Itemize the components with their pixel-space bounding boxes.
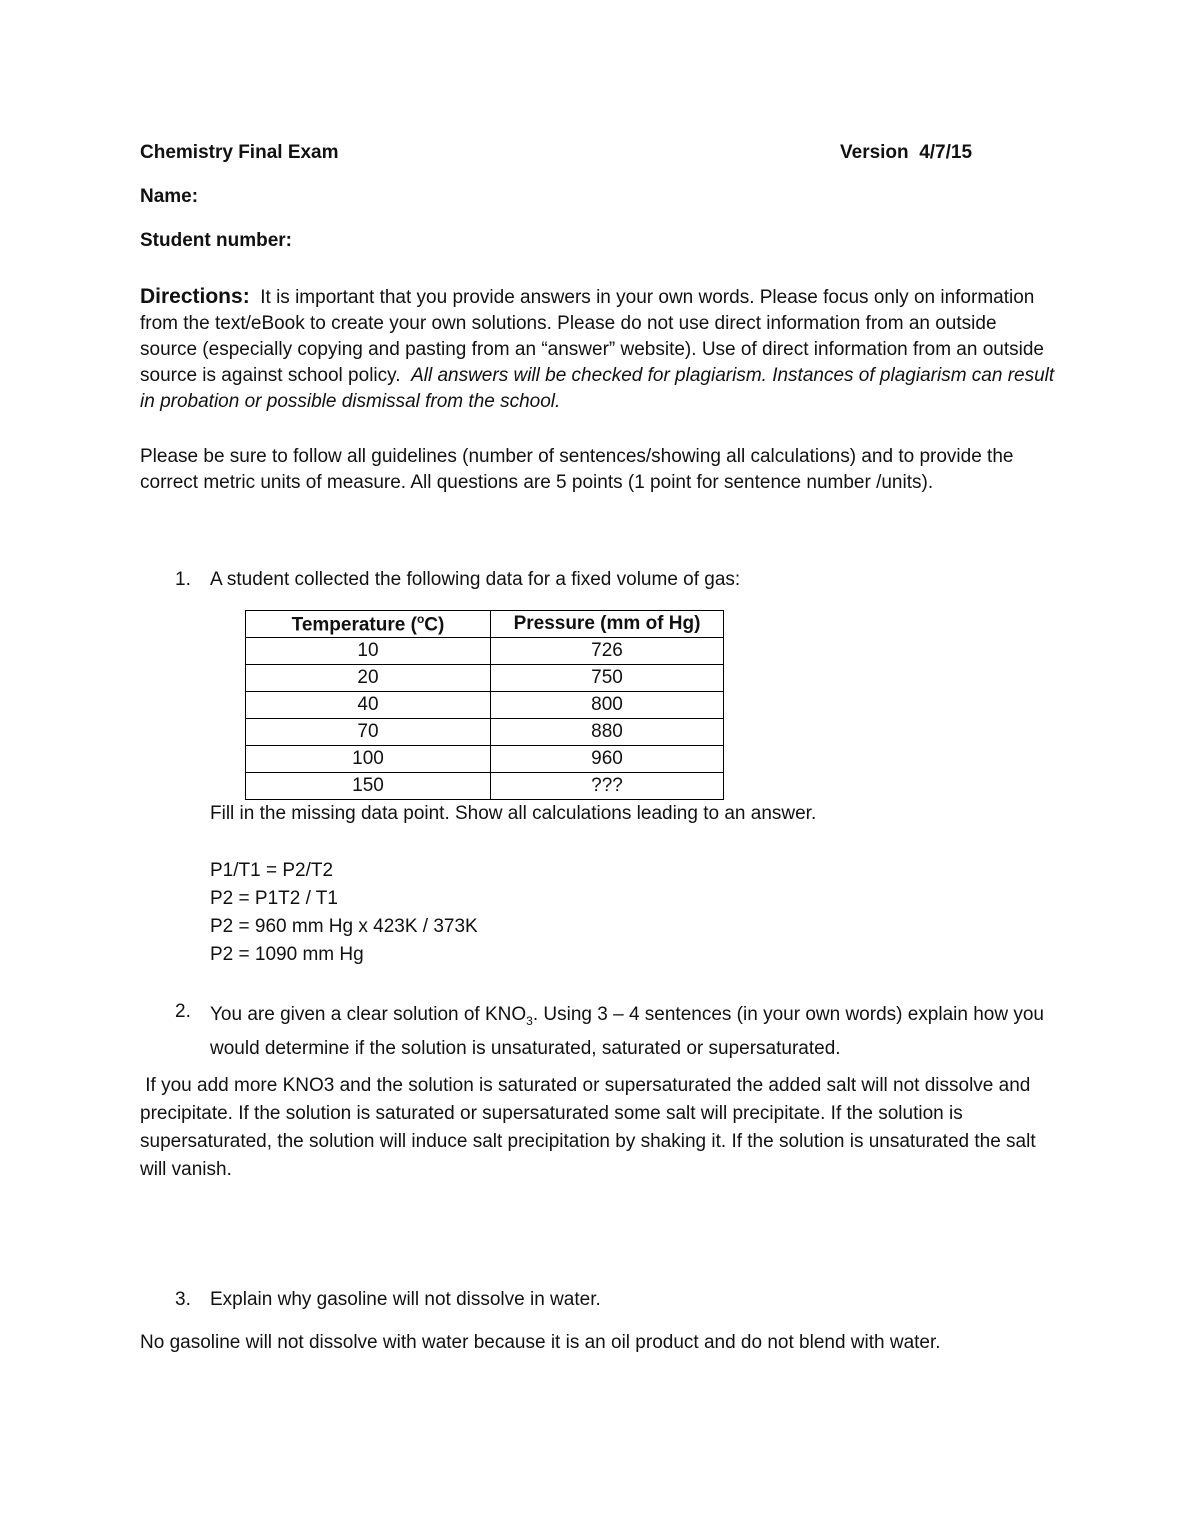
temperature-cell: 10 [246,638,491,665]
pressure-cell: ??? [491,773,724,800]
pressure-header: Pressure (mm of Hg) [491,611,724,638]
pressure-cell: 960 [491,746,724,773]
temperature-cell: 70 [246,719,491,746]
temperature-cell: 150 [246,773,491,800]
directions-text: It is important that you provide answers in your own words. Please focus only on information from the text/eBook to create your own solutions. Please do not use direct information from an outside source (especially copying and pasting from an “answer” website). Use of direct information from an outside source is against school policy. [140,287,1044,386]
q1-instruction: Fill in the missing data point. Show all calculations leading to an answer. [210,803,817,824]
exam-title: Chemistry Final Exam [140,142,339,163]
q1-work-line: P1/T1 = P2/T2 [210,860,334,881]
q2-number: 2. [175,1001,191,1022]
student-number-label: Student number: [140,230,292,251]
directions-heading: Directions: [140,285,250,308]
name-label: Name: [140,186,199,207]
q3-prompt: Explain why gasoline will not dissolve in water. [210,1289,601,1310]
temperature-header: Temperature ($^o$C) [246,611,491,638]
table-row [246,773,724,800]
q1-work-line: P2 = 960 mm Hg x 423K / 373K [210,916,478,937]
q3-number: 3. [175,1289,191,1310]
q2-prompt: You are given a clear solution of $KNO_3$. Using 3 – 4 sentences (in your own words) explain how you would determine if the solution is unsaturated, saturated or supersaturated. [210,1004,1044,1059]
q1-work-line: P2 = 1090 mm Hg [210,944,364,965]
pressure-cell: 726 [491,638,724,665]
q1-prompt: A student collected the following data for a fixed volume of gas: [210,569,741,590]
exam-version: Version 4/7/15 [840,142,973,163]
pressure-cell: 800 [491,692,724,719]
guidelines-paragraph: Please be sure to follow all guidelines (number of sentences/showing all calculations) and to provide the correct metric units of measure. All questions are 5 points (1 point for sentence number /units). [140,446,1014,493]
table-row [246,638,724,665]
pressure-cell: 880 [491,719,724,746]
table-row [246,665,724,692]
table-row [246,746,724,773]
table-header-row [246,611,724,638]
q3-answer: No gasoline will not dissolve with water because it is an oil product and do not blend with water. [140,1332,941,1353]
q1-work-line: P2 = P1T2 / T1 [210,888,338,909]
pressure-cell: 750 [491,665,724,692]
q2-answer: If you add more KNO3 and the solution is saturated or supersaturated the added salt will not dissolve and precipitate. If the solution is saturated or supersaturated some salt will precipitate. If the solution is supersaturated, the solution will induce salt precipitation by shaking it. If the solution is unsaturated the salt will vanish. [140,1075,1041,1180]
temperature-cell: 20 [246,665,491,692]
temperature-cell: 40 [246,692,491,719]
q1-number: 1. [175,569,191,590]
plagiarism-warning: All answers will be checked for plagiarism. Instances of plagiarism can result in probation or possible dismissal from the school. [140,365,1055,412]
directions-paragraph [140,284,1055,415]
table-row [246,719,724,746]
temperature-cell: 100 [246,746,491,773]
gas-data-table [245,610,724,800]
table-row [246,692,724,719]
